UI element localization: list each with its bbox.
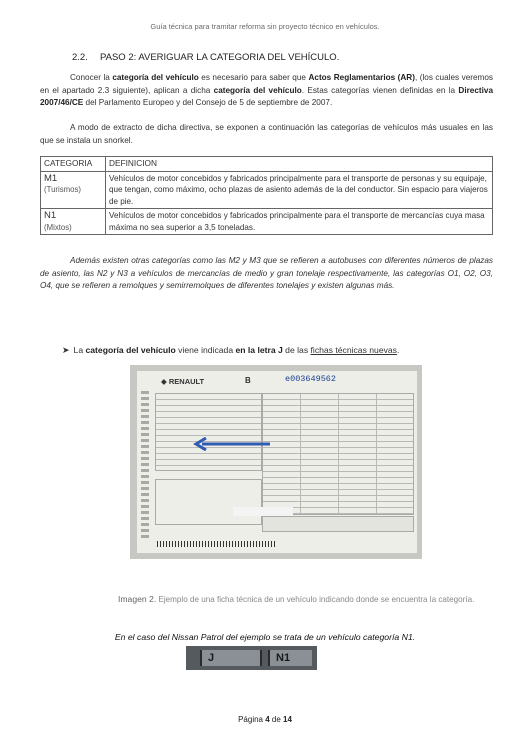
- bold-run: categoría del vehículo: [213, 85, 302, 95]
- form-fields-right: [262, 393, 414, 515]
- table-row: [41, 171, 493, 209]
- bullet-item: [62, 345, 399, 356]
- field-j: [200, 650, 262, 666]
- extract-paragraph: [40, 122, 493, 147]
- caption-text: Ejemplo de una ficha técnica de un vehículo indicando donde se encuentra la categoría.: [156, 595, 475, 604]
- example-note: En el caso del Nissan Patrol del ejemplo se trata de un vehículo categoría N1.: [114, 632, 416, 642]
- bold-run: Directiva 2007/46/CE: [40, 85, 494, 107]
- text-run: A modo de extracto de dicha directiva, se exponen a continuación las categorías de vehículos más usuales en las que se instala un snorkel.: [40, 123, 493, 145]
- field-n1-value: N1: [276, 652, 291, 664]
- running-header: Guía técnica para tramitar reforma sin proyecto técnico en vehículos.: [150, 22, 380, 31]
- text-run: de las: [282, 345, 311, 355]
- bold-run: en la letra J: [235, 345, 283, 355]
- figure-caption: [88, 593, 493, 606]
- category-cell: [41, 209, 106, 235]
- category-subtitle: (Turismos): [44, 185, 81, 194]
- doc-letter: B: [245, 376, 251, 385]
- definition-cell: Vehículos de motor concebidos y fabricados principalmente para el transporte de mercancías cuya masa máxima no sea superior a 3,5 toneladas.: [106, 209, 493, 235]
- form-fields-left: [155, 393, 262, 471]
- text-run: es necesario para saber que: [198, 73, 309, 82]
- page-footer: [0, 715, 530, 724]
- form-box: [155, 479, 262, 525]
- perforation-strip: [141, 391, 149, 541]
- other-categories-paragraph: [40, 255, 493, 293]
- footer-text: de: [269, 715, 284, 724]
- definition-cell: Vehículos de motor concebidos y fabricados principalmente para el transporte de personas y su equipaje, que tengan, como máximo, ocho plazas de asiento además de la del conductor. Sin espacio para viajeros de pie.: [106, 171, 493, 209]
- text-run: La: [73, 345, 86, 355]
- category-cell: [41, 171, 106, 209]
- text-run: , (los cuales veremos en el apartado 2.3 siguiente), aplican a dicha: [40, 73, 493, 95]
- category-field-photo: [186, 646, 317, 670]
- header-category: CATEGORIA: [41, 157, 106, 172]
- category-code: M1: [44, 172, 58, 184]
- page-total: 14: [283, 715, 292, 724]
- section-title: PASO 2: AVERIGUAR LA CATEGORIA DEL VEHÍCULO.: [100, 52, 340, 63]
- blue-arrow-icon: [192, 437, 272, 451]
- category-subtitle: (Mixtos): [44, 222, 72, 232]
- barcode: [157, 541, 277, 547]
- text-run: Además existen otras categorías como las M2 y M3 que se refieren a autobuses con diferentes números de plazas de asiento, las N2 y N3 a vehículos de mercancías de medio y gran tonelaje respectivamente, las categorías O1, O2, O3, O4, que se refieren a remolques y semirremolques de diferentes tonelajes y existen algunas más.: [40, 256, 493, 290]
- category-table: [40, 156, 493, 235]
- doc-serial: e003649562: [285, 374, 337, 384]
- page-number: 4: [265, 715, 270, 724]
- bold-run: Actos Reglamentarios (AR): [308, 73, 415, 82]
- text-run: viene indicada: [175, 345, 236, 355]
- text-run: .: [396, 345, 400, 355]
- link-run[interactable]: fichas técnicas nuevas: [310, 345, 397, 355]
- bold-run: categoría del vehículo: [85, 345, 176, 355]
- footer-text: Página: [238, 715, 266, 724]
- section-number: 2.2.: [72, 52, 88, 63]
- table-row: [41, 209, 493, 235]
- field-j-label: J: [208, 652, 215, 664]
- brand-logo: ◆ RENAULT: [161, 377, 205, 386]
- arrow-bullet-icon: ➤: [62, 345, 70, 355]
- form-box: [262, 516, 414, 532]
- table-header-row: [41, 157, 493, 172]
- category-code: N1: [44, 210, 57, 221]
- bold-run: categoría del vehículo: [112, 73, 199, 82]
- text-run: del Parlamento Europeo y del Consejo de 5 de septiembre de 2007.: [83, 98, 333, 107]
- text-run: Conocer la: [70, 73, 113, 82]
- redaction: [233, 507, 293, 516]
- header-definition: DEFINICION: [106, 157, 493, 172]
- brand-name: RENAULT: [168, 377, 205, 386]
- text-run: . Estas categorías vienen definidas en la: [301, 85, 459, 95]
- section-heading: [72, 52, 339, 63]
- technical-sheet-photo: [130, 365, 422, 559]
- field-n1: [268, 650, 312, 666]
- intro-paragraph: [40, 72, 493, 110]
- technical-sheet: [137, 371, 417, 553]
- caption-label: Imagen 2.: [118, 594, 157, 604]
